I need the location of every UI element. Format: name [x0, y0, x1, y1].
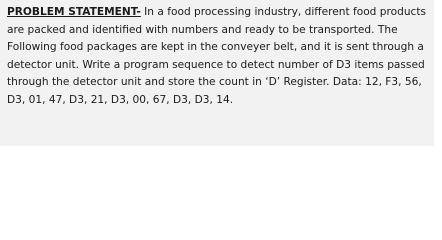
problem-statement-text-block [7, 4, 429, 110]
problem-statement-heading: PROBLEM STATEMENT- [7, 6, 141, 18]
problem-statement-body: In a food processing industry, different food products are packed and identified with numbers and ready to be transported. The Following food packages are kept in the conveyer belt, and it is sent through a detector unit. Write a program sequence to detect number of D3 items passed through the detector unit and store the count in ‘D’ Register. Data: 12, F3, 56, D3, 01, 47, D3, 21, D3, 00, 67, D3, D3, 14. [7, 6, 427, 106]
problem-statement-paragraph [7, 4, 429, 110]
